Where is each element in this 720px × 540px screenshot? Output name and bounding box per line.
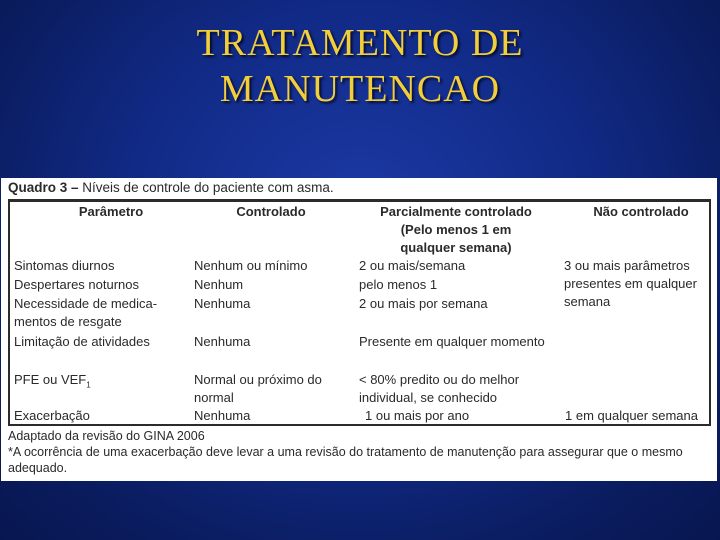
row-pfe-subscript: 1 bbox=[86, 380, 91, 390]
header-parcialmente-controlado: Parcialmente controlado (Pelo menos 1 em qualquer semana) bbox=[380, 204, 532, 255]
uncontrolled-group-text: 3 ou mais parâmetros presentes em qualquer semana bbox=[564, 258, 697, 309]
caption-label: Quadro 3 – bbox=[8, 180, 79, 195]
caption-text: Níveis de controle do paciente com asma. bbox=[82, 180, 334, 195]
header-controlado: Controlado bbox=[236, 204, 306, 219]
row-pfe-partial: < 80% predito ou do melhor individual, se conhecido bbox=[359, 372, 520, 405]
header-parametro: Parâmetro bbox=[78, 204, 144, 219]
row-exacerbacao-uncontrolled: 1 em qualquer semana bbox=[565, 408, 698, 423]
row-pfe-label: PFE ou VEF bbox=[14, 372, 87, 387]
table-left-rule bbox=[8, 199, 10, 426]
footnote-source: Adaptado da revisão do GINA 2006 bbox=[8, 429, 205, 443]
title-line-2: MANUTENCAO bbox=[219, 68, 501, 110]
row-sintomas-param: Sintomas diurnos bbox=[14, 258, 115, 273]
row-pfe-param bbox=[14, 371, 91, 395]
row-limitacao-controlled: Nenhuma bbox=[194, 334, 251, 349]
row-exacerbacao-param: Exacerbação bbox=[14, 408, 90, 423]
row-medicamentos-partial: 2 ou mais por semana bbox=[359, 296, 488, 311]
row-sintomas-controlled: Nenhum ou mínimo bbox=[194, 258, 308, 273]
row-sintomas-partial: 2 ou mais/semana bbox=[359, 258, 466, 273]
row-limitacao-param: Limitação de atividades bbox=[14, 334, 150, 349]
row-limitacao-partial: Presente em qualquer momento bbox=[359, 334, 545, 349]
row-medicamentos-controlled: Nenhuma bbox=[194, 296, 251, 311]
footnote-exacerbation: *A ocorrência de uma exacerbação deve levar a uma revisão do tratamento de manutenção para assegurar que o mesmo adequado. bbox=[8, 445, 683, 475]
header-nao-controlado: Não controlado bbox=[593, 204, 689, 219]
row-medicamentos-param: Necessidade de medica- mentos de resgate bbox=[14, 296, 158, 329]
row-pfe-controlled: Normal ou próximo do normal bbox=[194, 372, 322, 405]
table-right-rule bbox=[709, 199, 711, 426]
row-exacerbacao-controlled: Nenhuma bbox=[194, 408, 251, 423]
row-despertares-param: Despertares noturnos bbox=[14, 277, 140, 292]
table-caption bbox=[8, 180, 334, 195]
row-exacerbacao-partial: 1 ou mais por ano bbox=[365, 408, 470, 423]
asthma-control-table bbox=[1, 178, 717, 481]
row-despertares-partial: pelo menos 1 bbox=[359, 277, 438, 292]
row-despertares-controlled: Nenhum bbox=[194, 277, 244, 292]
title-line-1: TRATAMENTO DE bbox=[196, 22, 524, 64]
table-top-rule bbox=[8, 199, 711, 202]
slide-title bbox=[0, 20, 720, 112]
